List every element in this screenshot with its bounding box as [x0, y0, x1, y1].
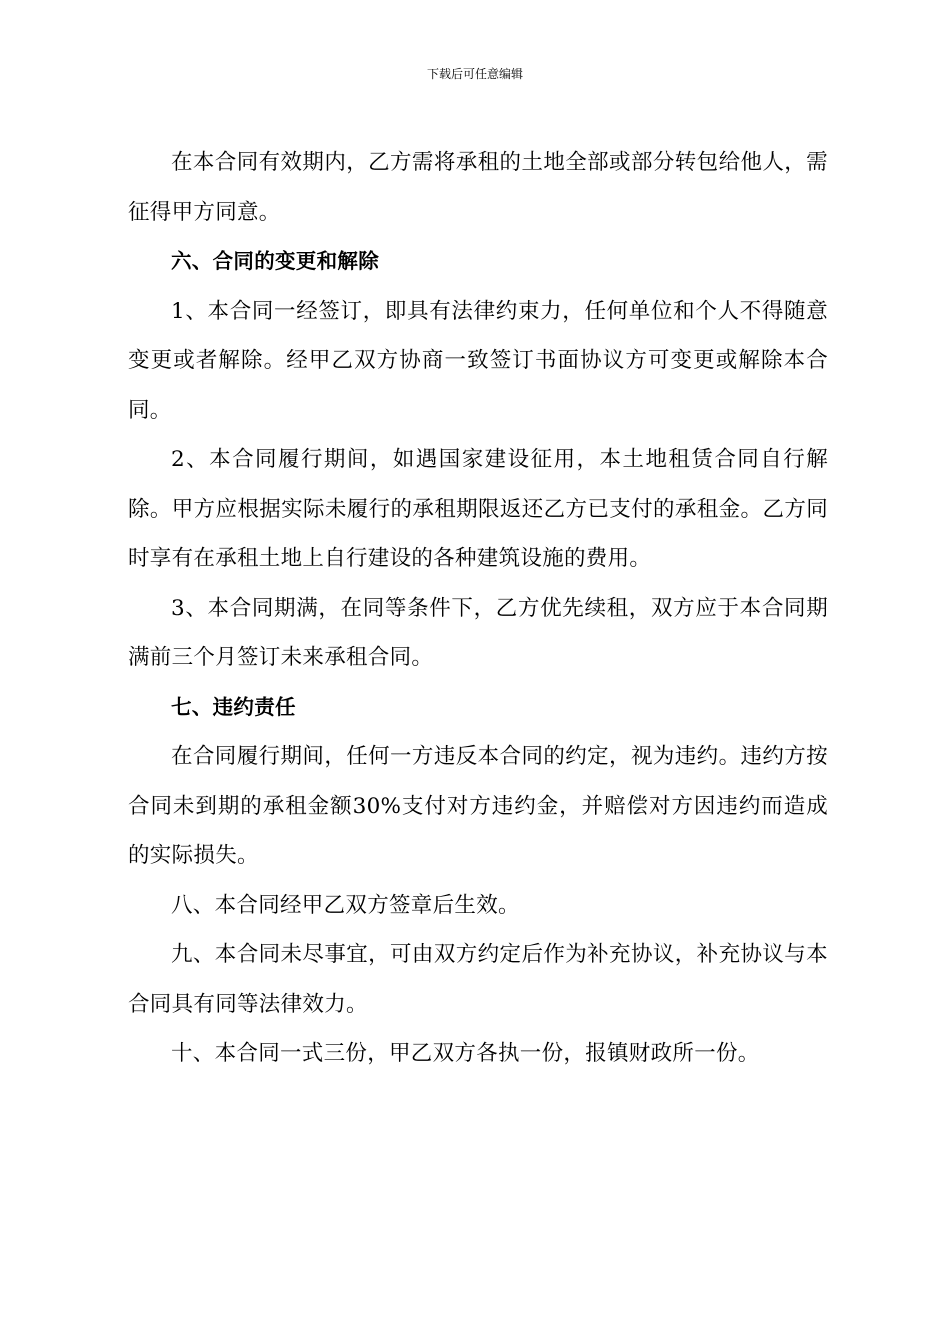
clause-6-3-renewal: 3、本合同期满，在同等条件下，乙方优先续租，双方应于本合同期满前三个月签订未来承租合同。	[128, 595, 828, 670]
clause-9-supplementary-agreement: 九、本合同未尽事宜，可由双方约定后作为补充协议，补充协议与本合同具有同等法律效力。	[128, 942, 828, 1017]
page-header: 下载后可任意编辑	[426, 67, 523, 81]
clause-6-1-binding-force: 1、本合同一经签订，即具有法律约束力，任何单位和个人不得随意变更或者解除。经甲乙双方协商一致签订书面协议方可变更或解除本合同。	[128, 298, 828, 423]
clause-10-copies: 十、本合同一式三份，甲乙双方各执一份，报镇财政所一份。	[171, 1041, 760, 1066]
clause-6-2-state-expropriation: 2、本合同履行期间，如遇国家建设征用，本土地租赁合同自行解除。甲方应根据实际未履行的承租期限返还乙方已支付的承租金。乙方同时享有在承租土地上自行建设的各种建筑设施的费用。	[128, 447, 828, 571]
document-body	[128, 138, 828, 1079]
clause-8-effectiveness: 八、本合同经甲乙双方签章后生效。	[171, 892, 520, 918]
section-heading-modification-termination: 六、合同的变更和解除	[171, 249, 379, 273]
clause-7-breach-penalty: 在合同履行期间，任何一方违反本合同的约定，视为违约。违约方按合同未到期的承租金额30%支付对方违约金，并赔偿对方因违约而造成的实际损失。	[128, 744, 828, 868]
paragraph-sublease-consent: 在本合同有效期内，乙方需将承租的土地全部或部分转包给他人，需征得甲方同意。	[128, 150, 828, 225]
section-heading-liability: 七、违约责任	[171, 694, 296, 719]
